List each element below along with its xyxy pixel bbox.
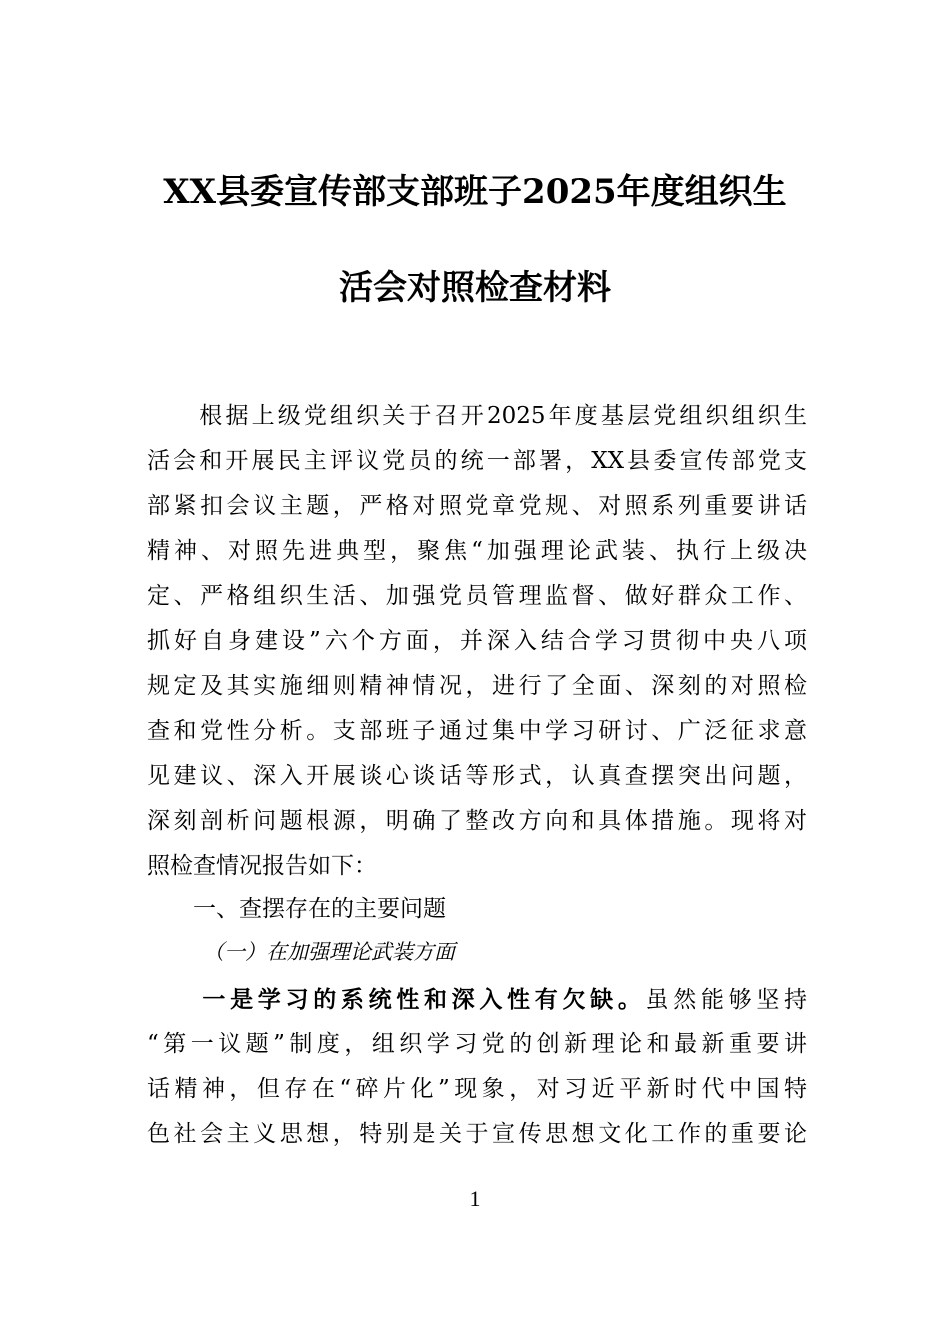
intro-paragraph-line: 见建议、深入开展谈心谈话等形式，认真查摆突出问题， bbox=[147, 763, 807, 789]
intro-paragraph-line: 照检查情况报告如下： bbox=[147, 853, 377, 879]
point-1-lead: 一是学习的系统性和深入性有欠缺。 bbox=[202, 986, 646, 1013]
section-heading-2: （一）在加强理论武装方面 bbox=[203, 940, 455, 964]
intro-paragraph-line: 部紧扣会议主题，严格对照党章党规、对照系列重要讲话 bbox=[147, 493, 807, 519]
point-1-line: 色社会主义思想，特别是关于宣传思想文化工作的重要论 bbox=[147, 1121, 807, 1147]
section-heading-1: 一、查摆存在的主要问题 bbox=[193, 896, 446, 922]
intro-paragraph-line: 抓好自身建设”六个方面，并深入结合学习贯彻中央八项 bbox=[147, 628, 807, 654]
point-1-line: 话精神，但存在“碎片化”现象，对习近平新时代中国特 bbox=[147, 1076, 807, 1102]
intro-paragraph-line: 查和党性分析。支部班子通过集中学习研讨、广泛征求意 bbox=[147, 718, 807, 744]
page-number: 1 bbox=[469, 1186, 481, 1211]
point-1-first-tail: 虽然能够坚持 bbox=[645, 987, 808, 1013]
document-title-line-1: XX县委宣传部支部班子2025年度组织生 bbox=[163, 172, 787, 212]
intro-paragraph-line: 深刻剖析问题根源，明确了整改方向和具体措施。现将对 bbox=[147, 808, 807, 834]
document-title-line-2: 活会对照检查材料 bbox=[339, 268, 611, 308]
intro-paragraph-line: 定、严格组织生活、加强党员管理监督、做好群众工作、 bbox=[147, 583, 807, 609]
point-1-line: “第一议题”制度，组织学习党的创新理论和最新重要讲 bbox=[147, 1031, 807, 1057]
intro-paragraph-line: 根据上级党组织关于召开2025年度基层党组织组织生 bbox=[147, 403, 807, 429]
intro-paragraph-line: 精神、对照先进典型，聚焦“加强理论武装、执行上级决 bbox=[147, 538, 807, 564]
intro-paragraph-line: 规定及其实施细则精神情况，进行了全面、深刻的对照检 bbox=[147, 673, 807, 699]
point-1-first-line bbox=[147, 977, 807, 1023]
intro-paragraph-line: 活会和开展民主评议党员的统一部署，XX县委宣传部党支 bbox=[147, 448, 807, 474]
